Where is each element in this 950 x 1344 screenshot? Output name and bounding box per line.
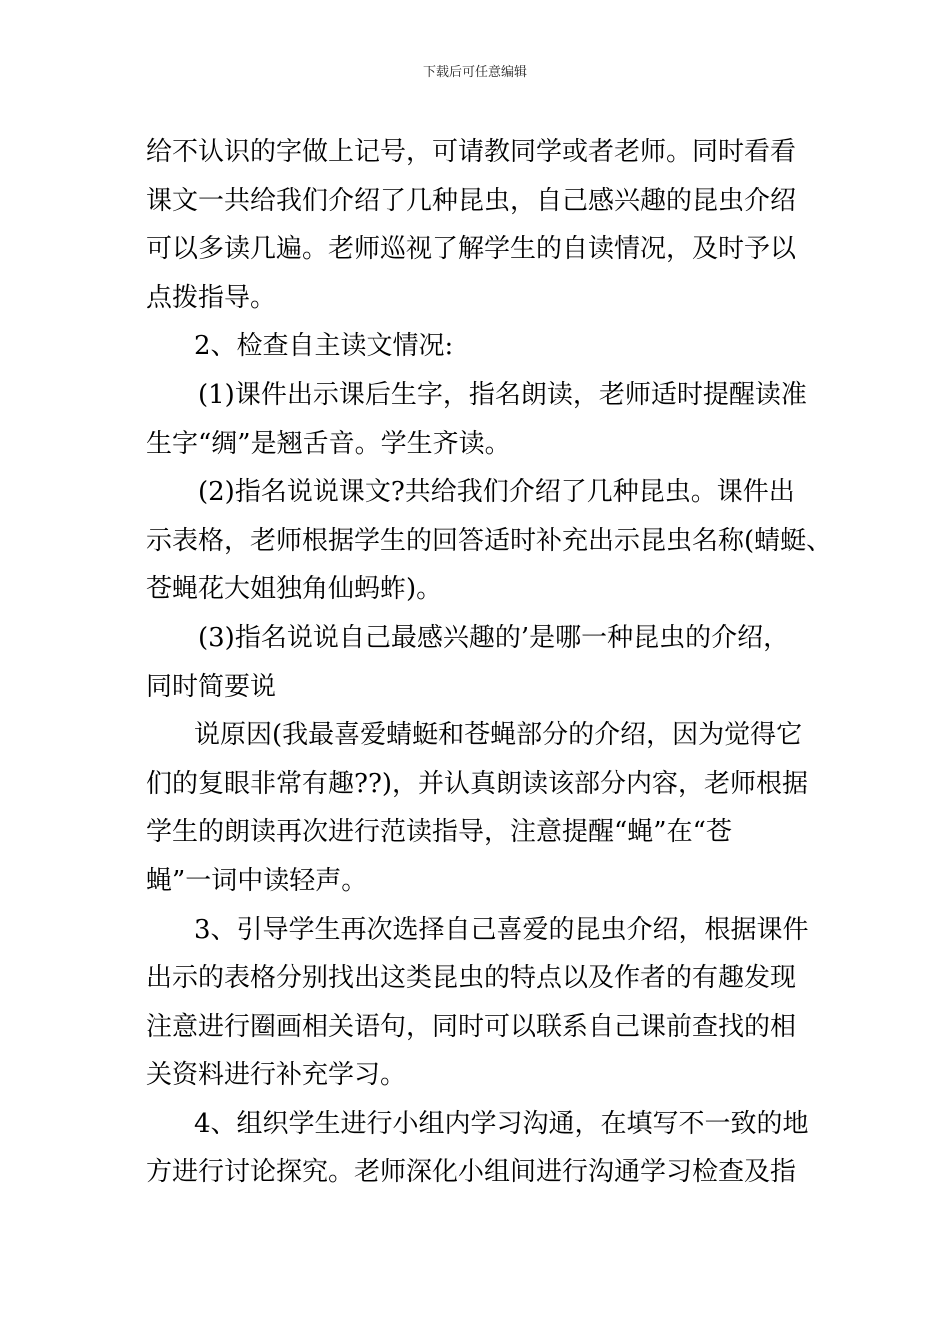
text-line-item-3: (3)指名说说自己最感兴趣的’是哪一种昆虫的介绍， — [198, 622, 790, 653]
text-line: 蝇”一词中读轻声。 — [146, 865, 368, 896]
text-line: 们的复眼非常有趣??)，并认真朗读该部分内容，老师根据 — [146, 768, 809, 799]
text-line: 给不认识的字做上记号，可请教同学或者老师。同时看看 — [146, 137, 797, 167]
text-line: 苍蝇花大姐独角仙蚂蚱)。 — [146, 574, 443, 605]
text-line: 出示的表格分别找出这类昆虫的特点以及作者的有趣发现 — [146, 963, 797, 994]
text-line-item-2: (2)指名说说课文?共给我们介绍了几种昆虫。课件出 — [198, 477, 795, 508]
text-line: 示表格，老师根据学生的回答适时补充出示昆虫名称(蜻蜓、 — [146, 525, 833, 556]
text-line: 可以多读几遍。老师巡视了解学生的自读情况，及时予以 — [146, 234, 797, 265]
page-header-note: 下载后可任意编辑 — [422, 65, 527, 80]
text-line: 同时简要说 — [146, 671, 277, 702]
text-line: 点拨指导。 — [146, 282, 277, 313]
text-line-step-2: 2、检查自主读文情况: — [194, 331, 454, 362]
text-line: 注意进行圈画相关语句，同时可以联系自己课前查找的相 — [146, 1011, 797, 1042]
document-body — [146, 128, 833, 1197]
text-line-step-3: 3、引导学生再次选择自己喜爱的昆虫介绍，根据课件 — [194, 914, 809, 945]
text-line-paragraph-start: 说原因(我最喜爱蜻蜓和苍蝇部分的介绍，因为觉得它 — [194, 720, 803, 751]
text-line: 学生的朗读再次进行范读指导，注意提醒“蝇”在“苍 — [146, 817, 732, 848]
text-line: 关资料进行补充学习。 — [146, 1060, 407, 1091]
text-line: 方进行讨论探究。老师深化小组间进行沟通学习检查及指 — [146, 1157, 797, 1188]
text-line-item-1: (1)课件出示课后生字，指名朗读，老师适时提醒读准 — [198, 379, 807, 410]
text-line-step-4: 4、组织学生进行小组内学习沟通，在填写不一致的地 — [194, 1108, 809, 1139]
text-line: 生字“绸”是翘舌音。学生齐读。 — [146, 428, 511, 459]
text-line: 课文一共给我们介绍了几种昆虫，自己感兴趣的昆虫介绍 — [146, 185, 797, 216]
